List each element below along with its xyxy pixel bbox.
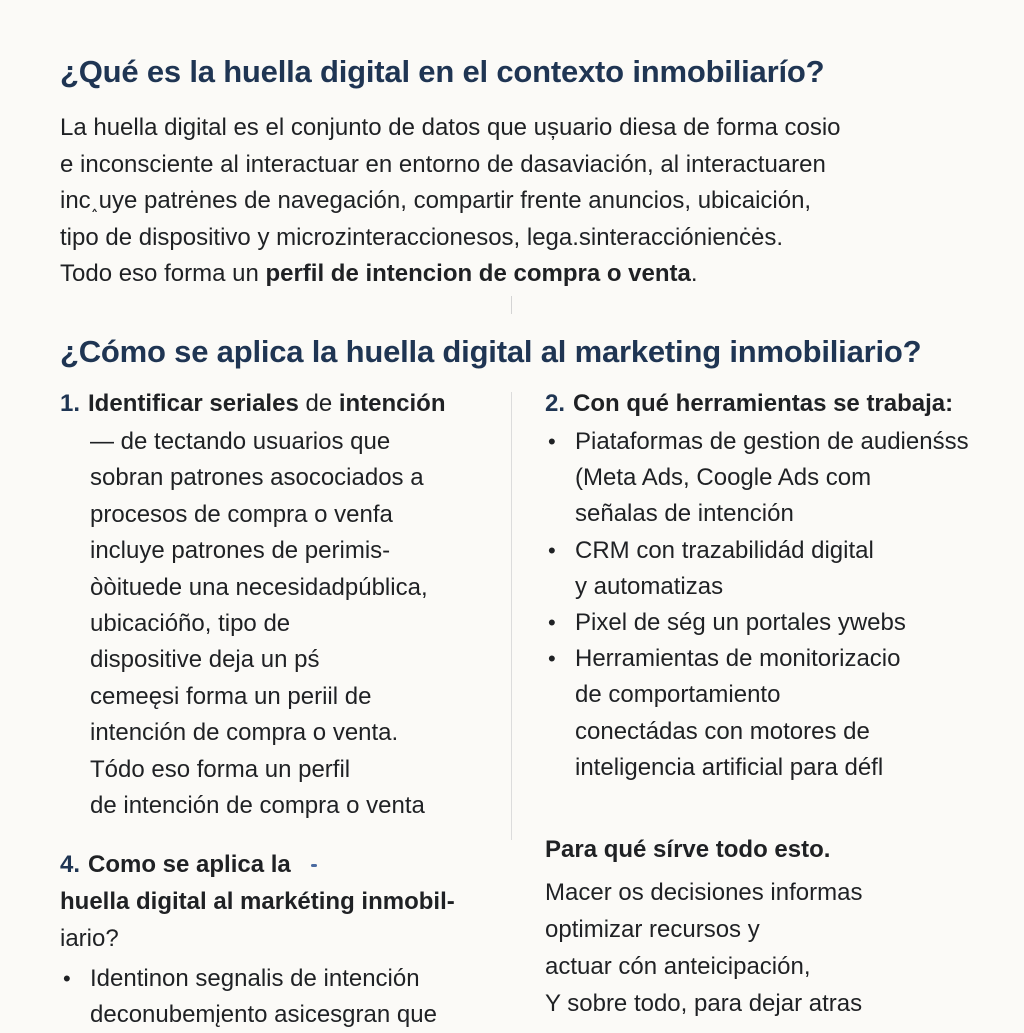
- bullet-icon: •: [548, 429, 556, 454]
- bullet-icon: •: [548, 646, 556, 672]
- list-line: deconubemįento asicesgran que: [90, 1001, 437, 1028]
- list-line: Pixel de ség un portales ywebs: [575, 609, 906, 637]
- section-4: [60, 846, 500, 1033]
- intro-line: tipo de dispositivo y microzinteraccionesos, lega.sinteracciónienċės.: [60, 223, 784, 251]
- heading-bold-a: Identificar seriales: [88, 390, 299, 417]
- bullet-icon: •: [63, 966, 71, 991]
- right-column: [545, 388, 1015, 786]
- desc-line: de intención de compra o venta: [90, 792, 425, 820]
- desc-line: ubicacióño, tipo de: [90, 610, 291, 638]
- list-line: Identinon segnalis de intención: [90, 965, 420, 992]
- body-line: optimizar recursos y: [545, 916, 760, 943]
- intro-last-line: [60, 256, 980, 293]
- list-line: señalas de intención: [575, 500, 794, 528]
- section-body: [545, 874, 1015, 1022]
- desc-line: intención de compra o venta.: [90, 719, 399, 747]
- intro-paragraph: [60, 110, 980, 293]
- item-heading-herramientas: [545, 388, 1015, 420]
- desc-line: sobran patrones asocociados a: [90, 464, 424, 492]
- list-item: [545, 533, 1015, 605]
- desc-line: incluye patrones de perimis-: [90, 537, 391, 565]
- list-line: (Meta Ads, Coogle Ads com: [575, 464, 872, 492]
- column-divider: [511, 392, 512, 840]
- intro-emphasis: perfil de intencion de compra o venta: [265, 260, 691, 288]
- item-description: [60, 424, 500, 824]
- section-title-que-es: ¿Qué es la huella digital en el contexto inmobiliarío?: [60, 54, 825, 89]
- intro-line: e inconsciente al interactuar en entorno de dasaviación, al interactuaren: [60, 150, 826, 178]
- divider-small: [511, 296, 512, 314]
- intro-last-prefix: Todo eso forma un: [60, 260, 266, 288]
- desc-line: Tódo eso forma un perfil: [90, 755, 351, 783]
- section-title-como-aplica: ¿Cómo se aplica la huella digital al marketing inmobiliario?: [60, 334, 922, 369]
- tools-list: [545, 424, 1015, 786]
- desc-line: cemeęsi forma un periil de: [90, 682, 372, 710]
- item-number: 2.: [545, 390, 566, 417]
- left-column: [60, 388, 500, 824]
- item-number: 4.: [60, 851, 81, 878]
- item-number: 1.: [60, 390, 81, 417]
- list-line: de comportamiento: [575, 681, 781, 709]
- list-line: CRM con trazabilidád digital: [575, 536, 874, 564]
- decorative-mark: [311, 864, 317, 867]
- heading-bold-b: intención: [338, 390, 446, 417]
- heading-line: Como se aplica la: [88, 851, 291, 878]
- desc-line: dispositive deja un pś: [90, 646, 320, 674]
- section-4-heading: [60, 846, 500, 957]
- bullet-icon: •: [548, 610, 556, 636]
- intro-line: inc˰uye patrėnes de navegación, compartir frente anuncios, ubicaición,: [60, 187, 812, 215]
- body-line: actuar cón anteicipación,: [545, 953, 811, 980]
- body-line: Macer os decisiones informas: [545, 879, 863, 906]
- list-item: [545, 641, 1015, 786]
- list-line: conectádas con motores de: [575, 717, 870, 745]
- intro-last-suffix: .: [690, 260, 698, 288]
- heading-text: Con qué herramientas se trabaja:: [573, 390, 954, 417]
- section-4-list: [60, 961, 500, 1033]
- item-heading-identificar: [60, 388, 500, 420]
- section-para-que-sirve: [545, 834, 1015, 1022]
- heading-line: huella digital al markéting inmobil-: [60, 888, 455, 915]
- list-item: [545, 424, 1015, 533]
- desc-line: òòituede una necesidadpública,: [90, 573, 428, 601]
- section-heading: Para qué sírve todo esto.: [545, 836, 831, 863]
- heading-line: iario?: [60, 925, 119, 952]
- body-line: Y sobre todo, para dejar atras: [545, 990, 863, 1017]
- desc-line: procesos de compra o venfa: [90, 500, 393, 528]
- list-line: Herramientas de monitorizacio: [575, 645, 901, 673]
- list-line: Piataformas de gestion de audienśss: [575, 428, 969, 455]
- list-line: y automatizas: [575, 572, 724, 600]
- desc-line: — de tectando usuarios que: [90, 428, 391, 455]
- list-item: [545, 605, 1015, 641]
- list-line: inteligencia artificial para défl: [575, 753, 884, 781]
- bullet-icon: •: [548, 537, 556, 563]
- heading-normal: de: [298, 390, 339, 417]
- list-item: [60, 961, 500, 1033]
- intro-line: La huella digital es el conjunto de datos que ușuario diesa de forma cosio: [60, 114, 841, 141]
